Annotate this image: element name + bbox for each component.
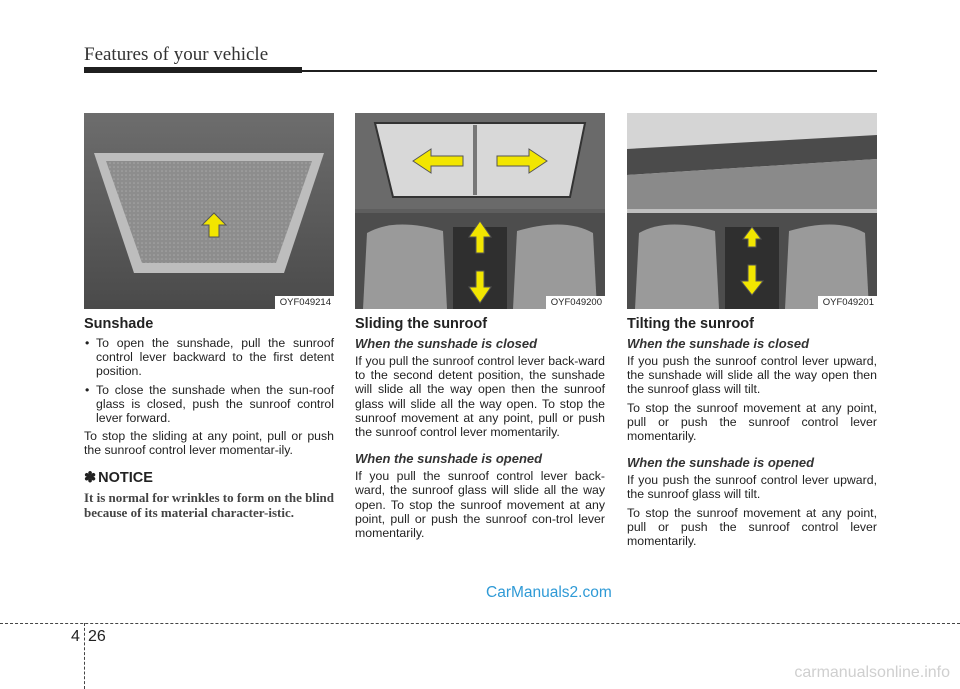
sunshade-illustration [84,113,334,309]
header-rule [300,70,877,72]
footer-divider [84,623,85,689]
notice-icon: ✽ [84,469,97,486]
page-header-title: Features of your vehicle [84,44,269,65]
column-sliding [355,316,605,544]
footer-rule [0,623,960,624]
figure-sliding [355,113,605,309]
figure-code: OYF049214 [275,296,334,309]
sliding-title: Sliding the sunroof [355,316,488,332]
notice-body: It is normal for wrinkles to form on the blind because of its material character-istic. [84,489,335,520]
figure-code: OYF049200 [546,296,605,309]
list-item: • To open the sunshade, pull the sunroof control lever backward to the first detent position. [84,336,334,379]
sunshade-bullets [84,336,334,425]
notice-heading [84,470,334,487]
chapter-number: 4 [71,628,80,645]
sliding-subheading-opened: When the sunshade is opened [355,451,543,467]
tilting-subheading-opened: When the sunshade is opened [627,455,815,471]
sliding-illustration [355,113,605,309]
figure-sunshade [84,113,334,309]
figure-tilting [627,113,877,309]
figure-code: OYF049201 [818,296,877,309]
tilting-title: Tilting the sunroof [627,316,754,332]
list-item: • To close the sunshade when the sun-roof glass is closed, push the sunroof control lever forward. [84,383,334,426]
sliding-text-opened: If you pull the sunroof control lever back-ward, the sunroof glass will slide all the way open. To stop the sunroof movement at any point, pull or push the sunroof con-trol lever momentarily. [355,469,605,541]
watermark-link[interactable]: CarManuals2.com [486,584,612,601]
column-tilting [627,316,877,552]
tilting-text-closed-a: If you push the sunroof control lever upward, the sunshade will slide all the way open then the sunroof glass will tilt. [627,354,877,397]
bottom-watermark: carmanualsonline.info [794,664,950,681]
tilting-subheading-closed: When the sunshade is closed [627,336,810,351]
page-number: 26 [88,628,106,645]
column-sunshade [84,316,334,520]
sunshade-body: To stop the sliding at any point, pull or push the sunroof control lever momentar-ily. [84,429,334,458]
sliding-subheading-closed: When the sunshade is closed [355,336,538,351]
tilting-text-opened-b: To stop the sunroof movement at any point, pull or push the sunroof control lever momentarily. [627,505,877,549]
tilting-illustration [627,113,877,309]
header-bar [84,67,302,73]
tilting-text-closed-b: To stop the sunroof movement at any point, pull or push the sunroof control lever momentarily. [627,400,877,444]
sliding-text-closed: If you pull the sunroof control lever back-ward to the second detent position, the sunshade will slide all the way open then the sunroof glass will slide all the way open. To stop the sunroof movement at any point, pull or push the sunroof control lever momentarily. [355,354,605,440]
notice-title: NOTICE [98,469,153,486]
sunshade-title: Sunshade [84,316,154,332]
tilting-text-opened-a: If you push the sunroof control lever upward, the sunroof glass will tilt. [627,473,877,502]
